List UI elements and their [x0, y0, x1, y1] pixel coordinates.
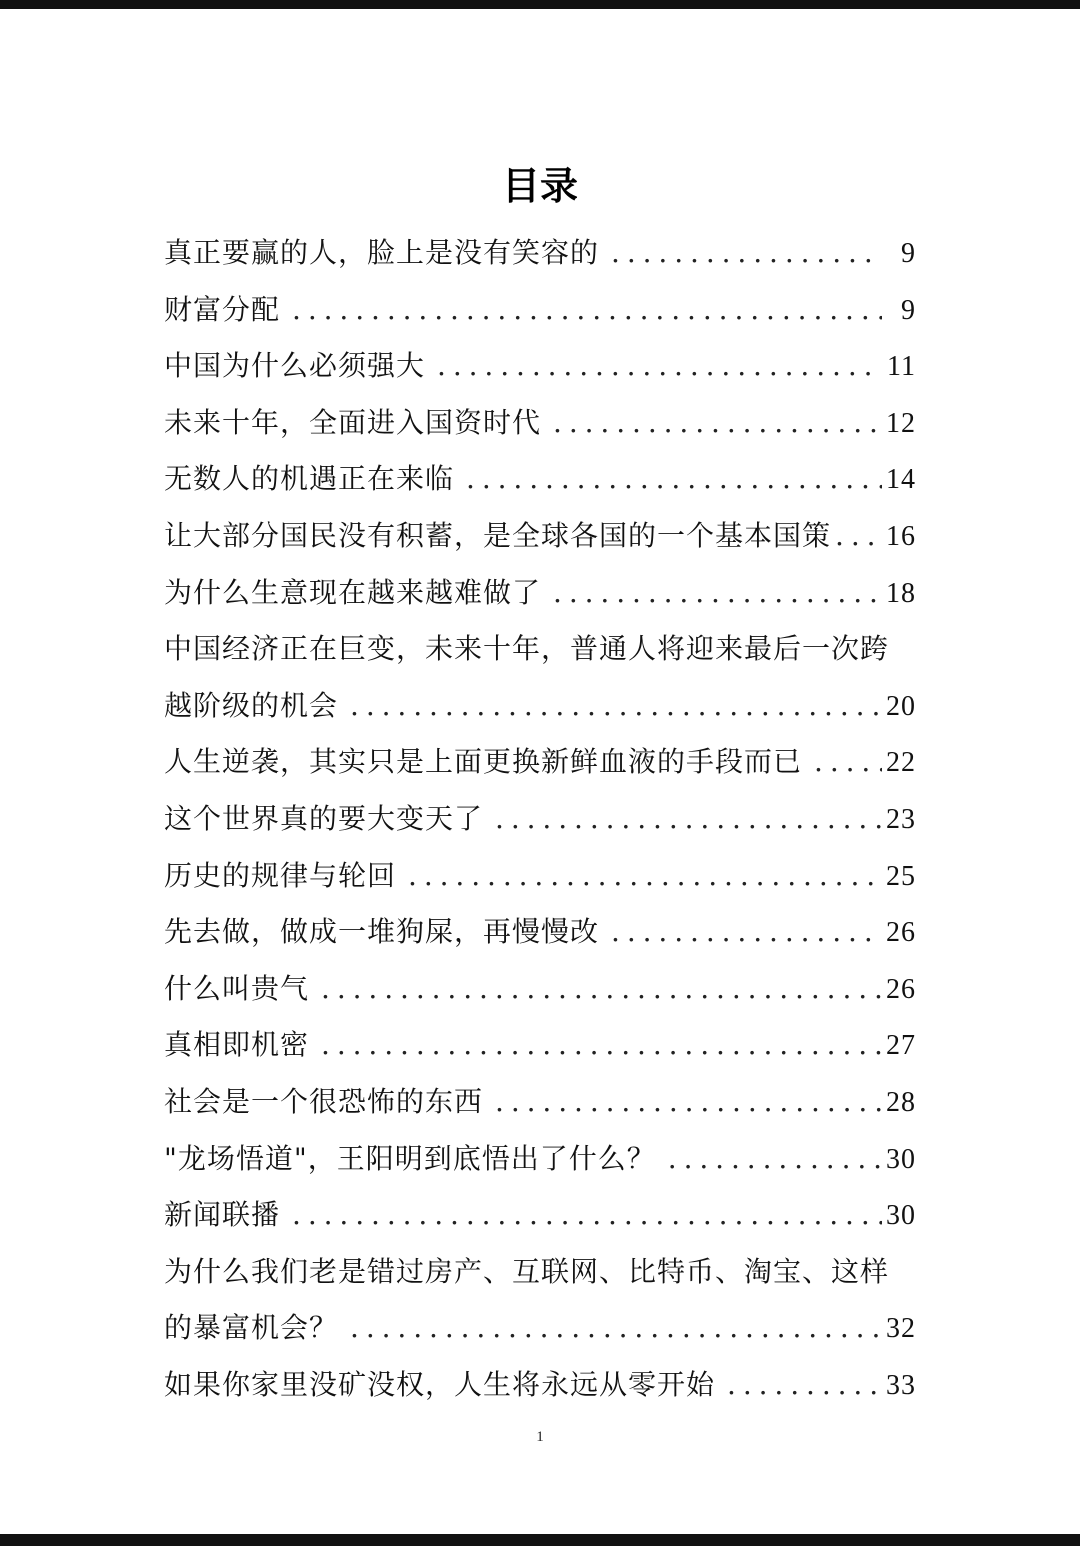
- toc-entry-label: 越阶级的机会: [164, 688, 339, 722]
- toc-entry[interactable]: [164, 1017, 916, 1074]
- toc-entry-label: 让大部分国民没有积蓄，是全球各国的一个基本国策: [164, 518, 832, 552]
- toc-dot-leader: [495, 1074, 882, 1131]
- toc-entry[interactable]: [164, 1300, 916, 1357]
- toc-dot-leader: [408, 848, 882, 905]
- toc-entry-label: 这个世界真的要大变天了: [164, 801, 484, 835]
- toc-dot-leader: [727, 1357, 882, 1414]
- toc-dot-leader: [350, 678, 882, 735]
- toc-dot-leader: [321, 961, 882, 1018]
- toc-entry-page: 9: [901, 294, 916, 326]
- toc-entry-page: 20: [886, 690, 916, 722]
- toc-entry-label: 为什么生意现在越来越难做了: [164, 575, 542, 609]
- toc-entry[interactable]: [164, 734, 916, 791]
- toc-dot-leader: [292, 282, 882, 339]
- toc-entry[interactable]: [164, 961, 916, 1018]
- toc-entry[interactable]: [164, 565, 916, 622]
- toc-entry[interactable]: [164, 1357, 916, 1414]
- toc-entry-label: 真相即机密: [164, 1028, 310, 1062]
- toc-dot-leader: [466, 451, 882, 508]
- toc-entry[interactable]: [164, 1074, 916, 1131]
- toc-title: 目录: [501, 164, 578, 208]
- toc-entry[interactable]: [164, 508, 916, 565]
- toc-dot-leader: [553, 565, 882, 622]
- toc-dot-leader: [611, 225, 882, 282]
- toc-entry[interactable]: [164, 848, 916, 905]
- toc-entry[interactable]: [164, 395, 916, 452]
- toc-dot-leader: [321, 1017, 882, 1074]
- toc-entry-page: 33: [886, 1369, 916, 1401]
- toc-dot-leader: [668, 1131, 882, 1188]
- toc-entry-page: 32: [886, 1313, 916, 1345]
- toc-entry-label: 先去做，做成一堆狗屎，再慢慢改: [164, 915, 600, 949]
- toc-entry-page: 18: [886, 577, 916, 609]
- toc-entry-page: 14: [886, 464, 916, 496]
- toc-entry-label: 什么叫贵气: [164, 971, 310, 1005]
- toc-entry-label: 的暴富机会？: [164, 1311, 339, 1345]
- table-of-contents: [164, 225, 916, 1413]
- toc-entry-line1[interactable]: [164, 1244, 916, 1301]
- toc-entry-label: 社会是一个很恐怖的东西: [164, 1084, 484, 1118]
- toc-entry-label: 未来十年，全面进入国资时代: [164, 405, 542, 439]
- toc-entry-label: 中国为什么必须强大: [164, 349, 426, 383]
- toc-entry-page: 12: [886, 407, 916, 439]
- toc-entry[interactable]: [164, 678, 916, 735]
- toc-entry[interactable]: [164, 451, 916, 508]
- toc-entry-label: 财富分配: [164, 292, 281, 326]
- toc-dot-leader: [495, 791, 882, 848]
- toc-entry-page: 11: [887, 351, 916, 383]
- toc-entry-label: 为什么我们老是错过房产、互联网、比特币、淘宝、这样: [164, 1254, 890, 1288]
- toc-entry-page: 26: [886, 917, 916, 949]
- toc-entry[interactable]: [164, 338, 916, 395]
- toc-entry-page: 25: [886, 860, 916, 892]
- toc-entry-page: 23: [886, 803, 916, 835]
- toc-entry-label: 如果你家里没矿没权，人生将永远从零开始: [164, 1367, 716, 1401]
- toc-dot-leader: [350, 1300, 882, 1357]
- toc-dot-leader: [835, 508, 882, 565]
- top-frame-bar: [0, 0, 1080, 9]
- toc-entry-page: 22: [886, 747, 916, 779]
- toc-entry-page: 27: [886, 1030, 916, 1062]
- toc-entry-page: 30: [886, 1143, 916, 1175]
- toc-entry[interactable]: [164, 791, 916, 848]
- toc-entry-label: 真正要赢的人，脸上是没有笑容的: [164, 236, 600, 269]
- toc-entry-label: 中国经济正在巨变，未来十年，普通人将迎来最后一次跨: [164, 632, 890, 666]
- toc-entry-label: 人生逆袭，其实只是上面更换新鲜血液的手段而已: [164, 745, 803, 779]
- toc-dot-leader: [553, 395, 882, 452]
- toc-entry-label: 历史的规律与轮回: [164, 858, 397, 892]
- toc-entry-label: 无数人的机遇正在来临: [164, 462, 455, 496]
- bottom-frame-bar: [0, 1534, 1080, 1546]
- toc-entry-page: 26: [886, 973, 916, 1005]
- toc-dot-leader: [611, 904, 882, 961]
- toc-entry[interactable]: [164, 1131, 916, 1188]
- toc-entry-label: 新闻联播: [164, 1198, 281, 1232]
- toc-entry-line1[interactable]: [164, 621, 916, 678]
- toc-entry-page: 30: [886, 1200, 916, 1232]
- toc-dot-leader: [437, 338, 882, 395]
- toc-entry-page: 9: [901, 238, 916, 269]
- toc-entry[interactable]: [164, 904, 916, 961]
- toc-entry-label: "龙场悟道"，王阳明到底悟出了什么？: [164, 1141, 656, 1175]
- page-number: 1: [536, 1429, 544, 1445]
- toc-entry-page: 16: [886, 520, 916, 552]
- toc-dot-leader: [292, 1187, 882, 1244]
- toc-entry[interactable]: [164, 282, 916, 339]
- toc-entry-page: 28: [886, 1086, 916, 1118]
- toc-dot-leader: [814, 734, 882, 791]
- toc-entry[interactable]: [164, 225, 916, 282]
- toc-entry[interactable]: [164, 1187, 916, 1244]
